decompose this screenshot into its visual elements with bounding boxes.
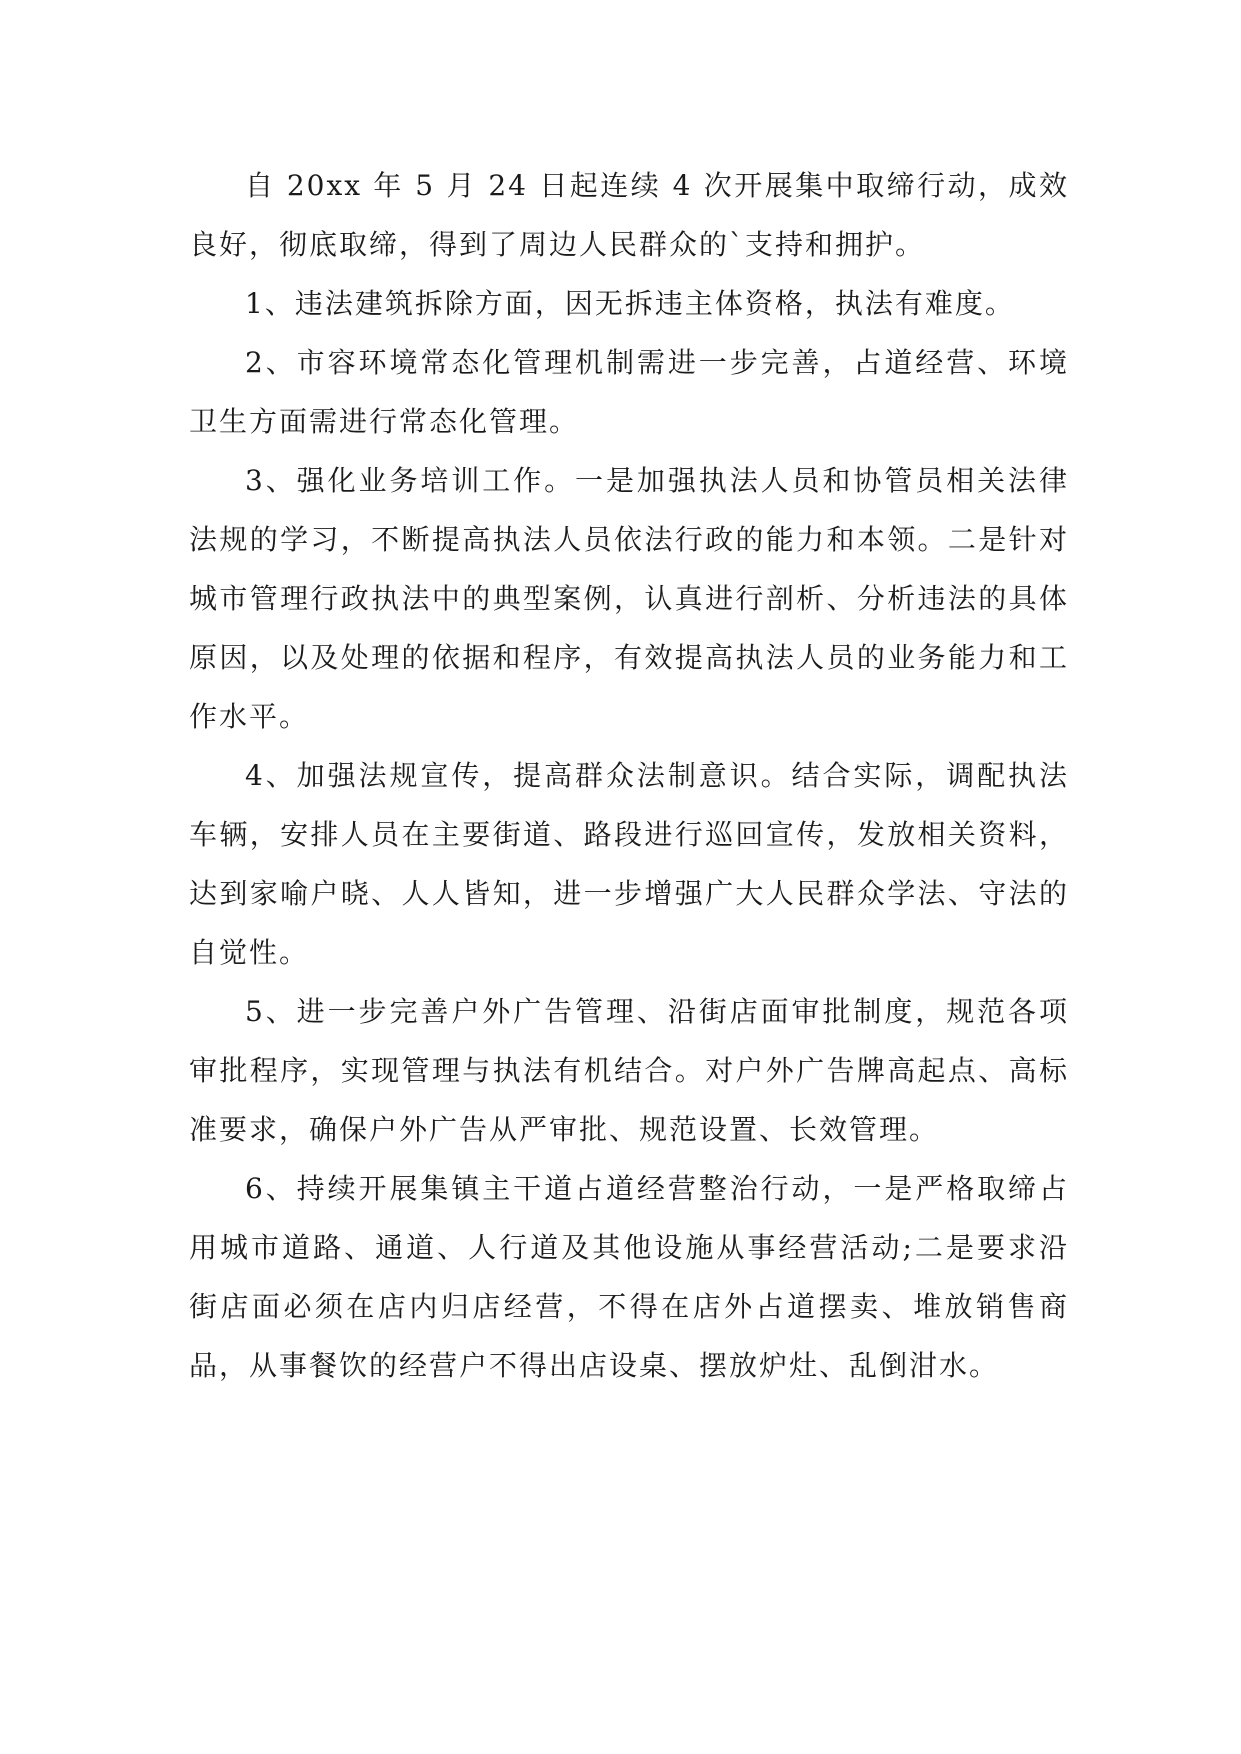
paragraph-item-3: 3、强化业务培训工作。一是加强执法人员和协管员相关法律法规的学习，不断提高执法人员依法行政的能力和本领。二是针对城市管理行政执法中的典型案例，认真进行剖析、分析违法的具体原因，以及处理的依据和程序，有效提高执法人员的业务能力和工作水平。 [189, 464, 1069, 733]
paragraph-item-1: 1、违法建筑拆除方面，因无拆违主体资格，执法有难度。 [245, 287, 1015, 320]
paragraph-item-4: 4、加强法规宣传，提高群众法制意识。结合实际，调配执法车辆，安排人员在主要街道、路段进行巡回宣传，发放相关资料，达到家喻户晓、人人皆知，进一步增强广大人民群众学法、守法的自觉性。 [189, 759, 1069, 969]
paragraph-item-5: 5、进一步完善户外广告管理、沿街店面审批制度，规范各项审批程序，实现管理与执法有机结合。对户外广告牌高起点、高标准要求，确保户外广告从严审批、规范设置、长效管理。 [189, 995, 1069, 1146]
document-body [189, 156, 1069, 1395]
paragraph-item-2: 2、市容环境常态化管理机制需进一步完善，占道经营、环境卫生方面需进行常态化管理。 [189, 346, 1069, 438]
paragraph-item-6: 6、持续开展集镇主干道占道经营整治行动，一是严格取缔占用城市道路、通道、人行道及其他设施从事经营活动;二是要求沿街店面必须在店内归店经营，不得在店外占道摆卖、堆放销售商品，从事餐饮的经营户不得出店设桌、摆放炉灶、乱倒泔水。 [189, 1172, 1069, 1382]
paragraph-intro: 自 20xx 年 5 月 24 日起连续 4 次开展集中取缔行动，成效良好，彻底取缔，得到了周边人民群众的`支持和拥护。 [189, 169, 1069, 261]
